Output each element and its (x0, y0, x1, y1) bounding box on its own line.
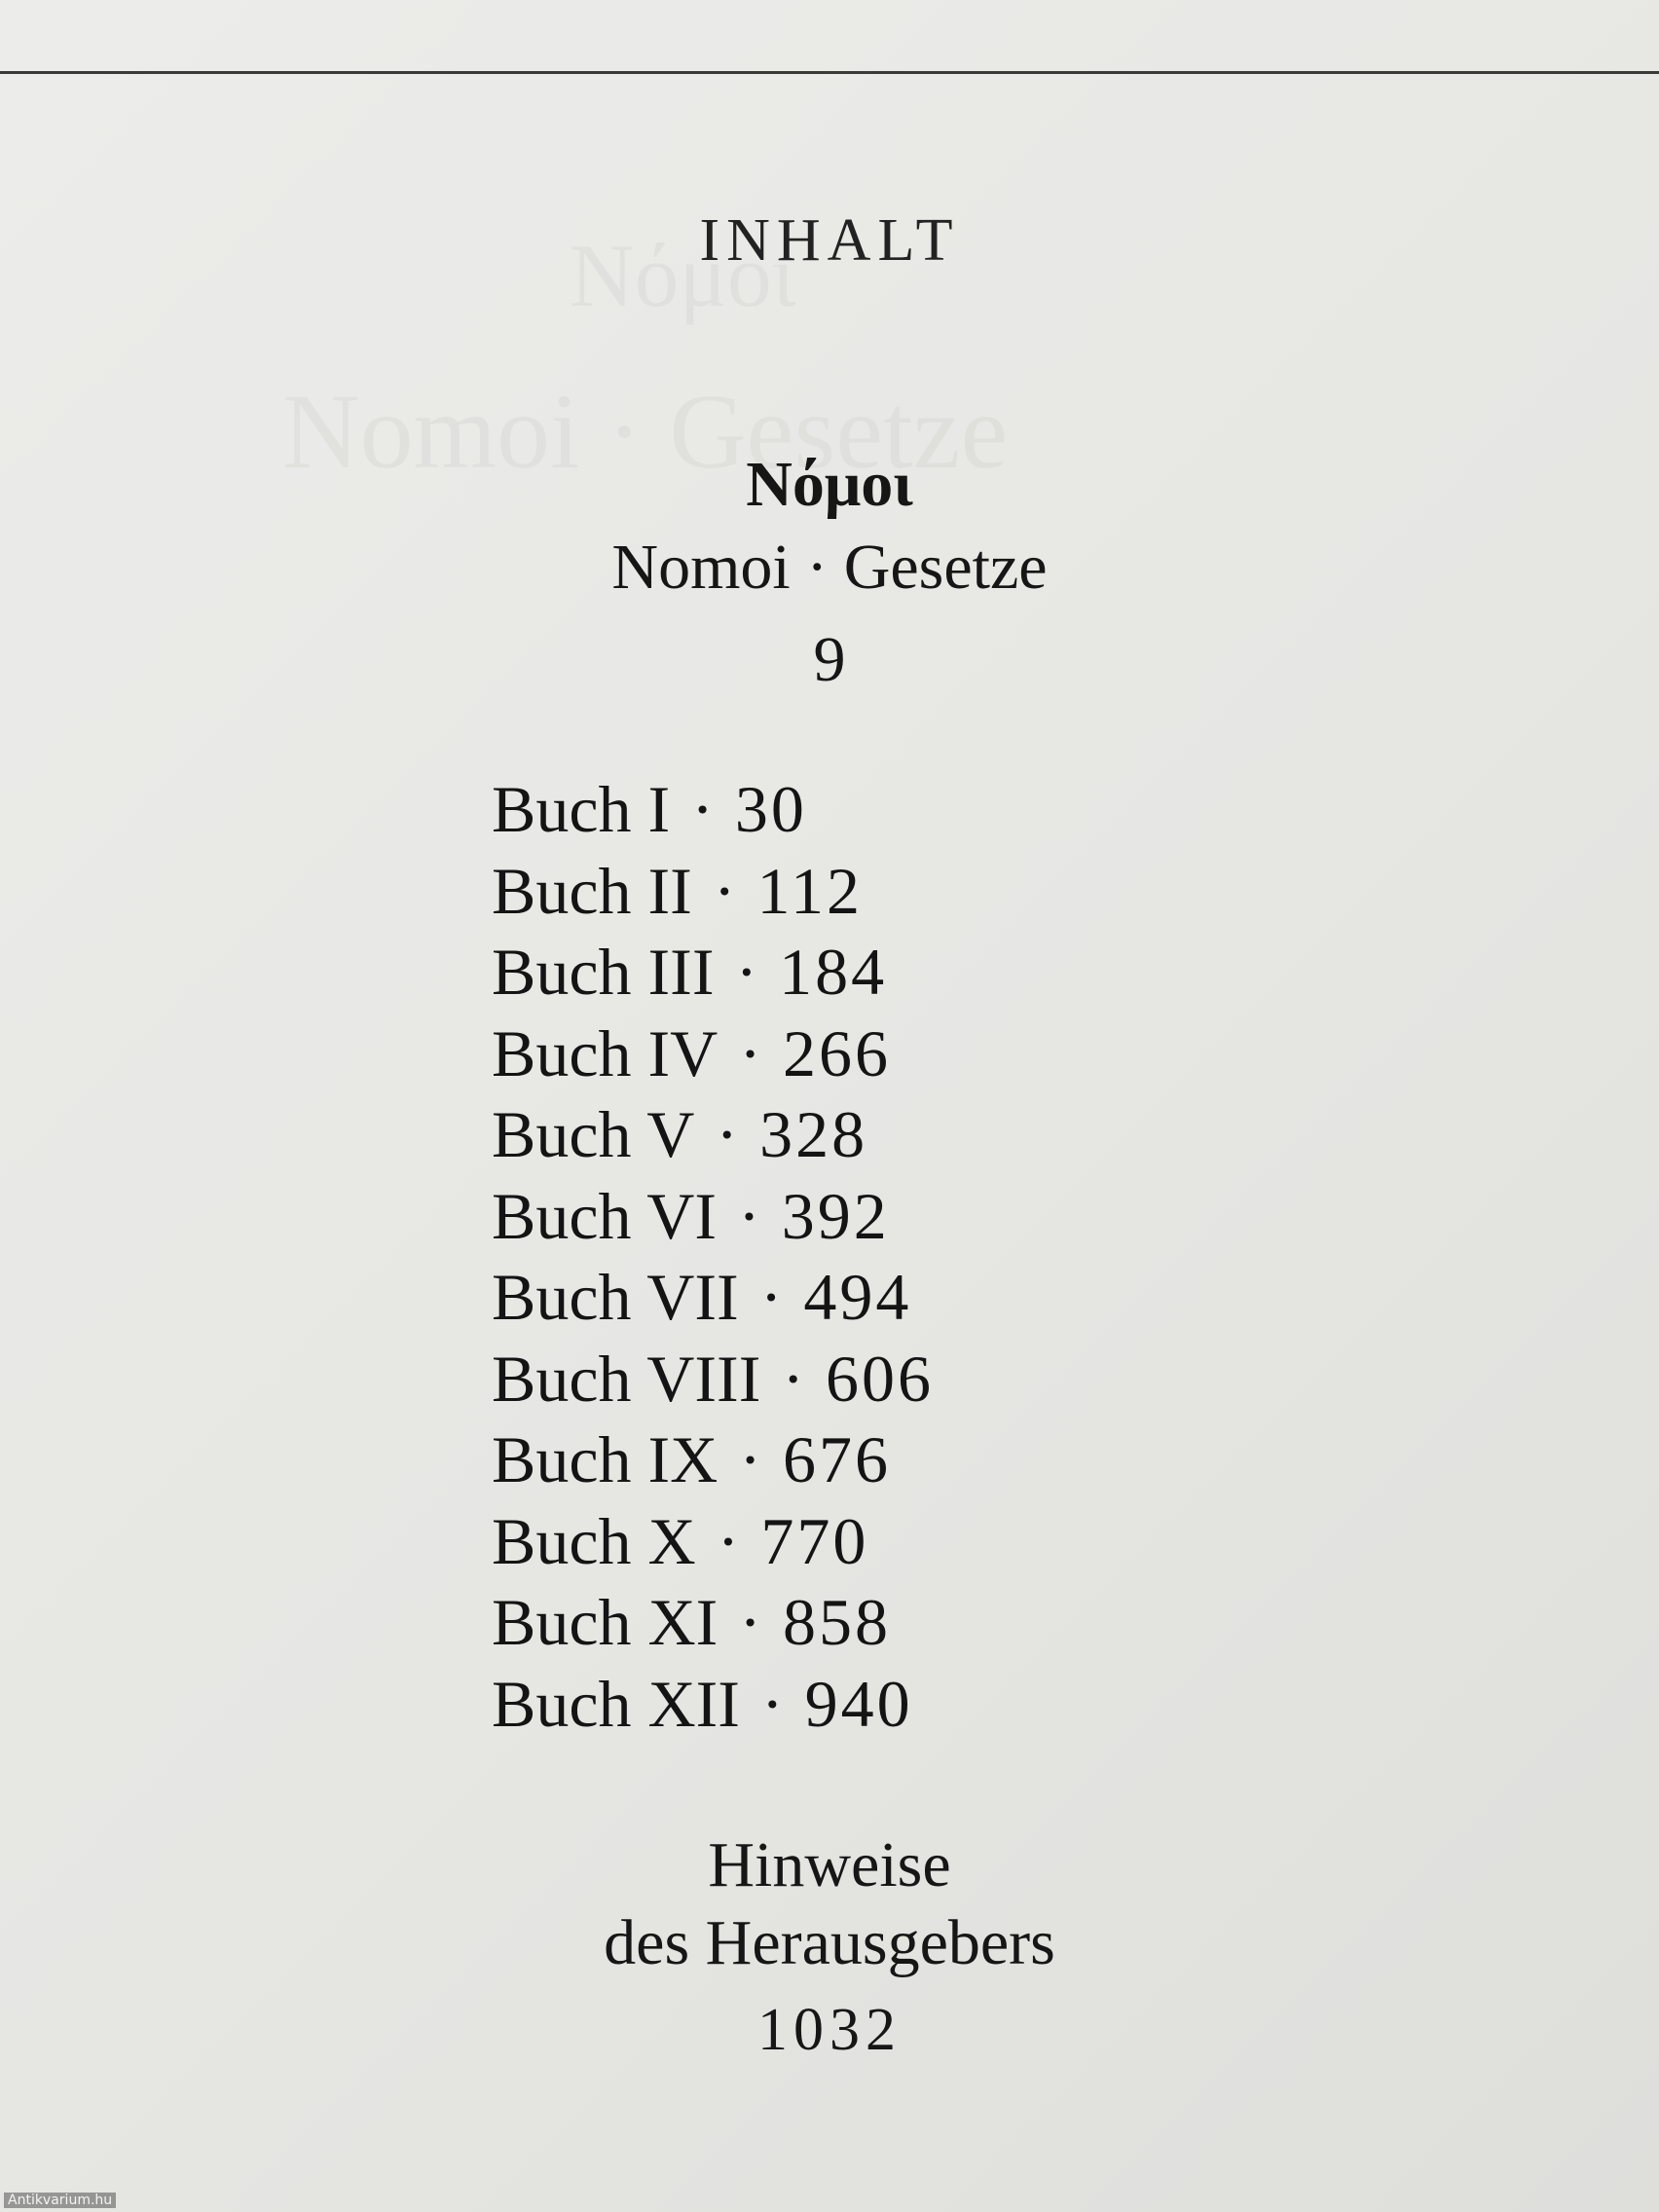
toc-label: Buch IX (492, 1422, 719, 1496)
toc-separator: · (738, 1178, 760, 1253)
table-of-contents (492, 769, 1271, 1745)
toc-page: 606 (826, 1341, 935, 1416)
toc-page: 184 (779, 935, 888, 1009)
toc-label: Buch III (492, 935, 715, 1009)
toc-label: Buch VII (492, 1260, 739, 1334)
toc-entry (492, 1582, 1271, 1664)
title-page-number: 9 (813, 624, 846, 695)
toc-separator: · (717, 1503, 740, 1578)
toc-label: Buch XII (492, 1666, 740, 1741)
toc-label: Buch X (492, 1503, 696, 1578)
toc-page: 858 (782, 1585, 891, 1659)
toc-entry (492, 1501, 1271, 1583)
watermark-text: Antikvarium.hu (4, 2193, 116, 2208)
toc-separator: · (735, 935, 758, 1009)
toc-entry (492, 932, 1271, 1014)
toc-separator: · (739, 1422, 761, 1496)
toc-separator: · (691, 772, 714, 846)
toc-entry (492, 1419, 1271, 1501)
toc-label: Buch VI (492, 1178, 718, 1253)
toc-entry (492, 851, 1271, 933)
toc-entry (492, 1094, 1271, 1176)
toc-page: 940 (804, 1666, 913, 1741)
toc-label: Buch VIII (492, 1341, 761, 1416)
toc-page: 494 (803, 1260, 912, 1334)
toc-separator: · (760, 1666, 784, 1741)
toc-page: 30 (734, 772, 807, 846)
toc-label: Buch IV (492, 1015, 719, 1090)
toc-separator: · (739, 1015, 761, 1090)
notes-title-line2: des Herausgebers (604, 1907, 1055, 1978)
toc-label: Buch V (492, 1097, 695, 1171)
toc-page: 266 (782, 1015, 891, 1090)
toc-separator: · (782, 1341, 805, 1416)
toc-entry (492, 1176, 1271, 1258)
greek-title: Νόμοι (746, 449, 913, 520)
toc-page: 112 (756, 853, 863, 928)
toc-page: 392 (781, 1178, 890, 1253)
toc-separator: · (759, 1260, 783, 1334)
toc-label: Buch I (492, 772, 671, 846)
toc-separator: · (713, 853, 736, 928)
toc-label: Buch II (492, 853, 692, 928)
toc-entry (492, 769, 1271, 851)
notes-page-number: 1032 (757, 1997, 902, 2063)
contents-heading: INHALT (699, 207, 960, 274)
toc-label: Buch XI (492, 1585, 719, 1659)
top-rule (0, 71, 1659, 74)
toc-entry (492, 1664, 1271, 1746)
toc-separator: · (739, 1585, 761, 1659)
toc-entry (492, 1339, 1271, 1420)
toc-page: 676 (782, 1422, 891, 1496)
toc-page: 770 (760, 1503, 869, 1578)
toc-page: 328 (759, 1097, 868, 1171)
latin-title: Nomoi · Gesetze (611, 532, 1048, 603)
toc-entry (492, 1014, 1271, 1095)
notes-title-line1: Hinweise (708, 1829, 951, 1900)
toc-entry (492, 1257, 1271, 1339)
toc-separator: · (716, 1097, 739, 1171)
